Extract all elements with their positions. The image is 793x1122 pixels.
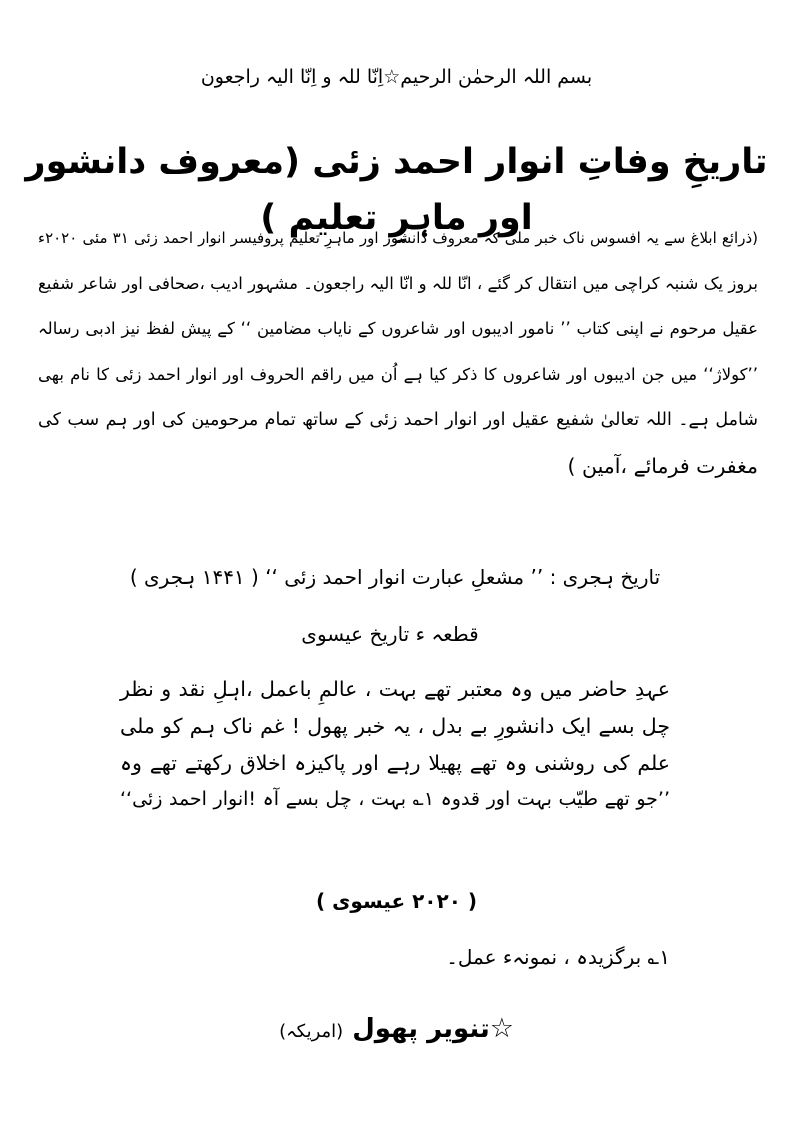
bismillah-header: بسم اللہ الرحمٰن الرحیم☆اِنّا للہ و اِنّا الیہ راجعون — [200, 66, 593, 88]
poem — [120, 672, 670, 819]
paragraph-line: (ذرائع ابلاغ سے یہ افسوس ناک خبر ملی کہ معروف دانشور اور ماہرِ تعلیم پروفیسر انوار احمد زئی ۳۱ مئی ۲۰۲۰ء — [38, 229, 758, 247]
paragraph-line: بروز یک شنبہ کراچی میں انتقال کر گئے ، انّا للہ و انّا الیہ راجعون۔ مشہور ادیب ،صحافی اور شاعر شفیع — [38, 273, 758, 293]
author-name: تنویر پھول — [352, 1014, 490, 1044]
poem-verse: عہدِ حاضر میں وہ معتبر تھے بہت ، عالمِ باعمل ،اہلِ نقد و نظر — [120, 677, 670, 701]
page-title: تاریخِ وفاتِ انوار احمد زئی (معروف دانشور اور ماہرِ تعلیم ) — [25, 142, 768, 238]
poem-verse: علم کی روشنی وہ تھے پھیلا رہے اور پاکیزہ اخلاق رکھتے تھے وہ — [120, 750, 670, 775]
hijri-date-line: تاریخ ہجری : ’’ مشعلِ عبارت انوار احمد زئی ‘‘ ( ۱۴۴۱ ہجری ) — [129, 565, 661, 589]
paragraph-line: شامل ہے۔ اللہ تعالیٰ شفیع عقیل اور انوار احمد زئی کے ساتھ تمام مرحومین کی اور ہم سب کی — [38, 410, 758, 431]
author-signature — [0, 1007, 793, 1054]
paragraph-line: مغفرت فرمائے ،آمین ) — [567, 453, 758, 478]
poem-verse: ’’جو تھے طیّب بہت اور قدوہ ۱؎ بہت ، چل بسے آہ !انوار احمد زئی‘‘ — [120, 788, 671, 811]
paragraph-line: عقیل مرحوم نے اپنی کتاب ’’ نامور ادیبوں اور شاعروں کے نایاب مضامین ‘‘ کے پیش لفظ نیز ادبی رسالہ — [38, 319, 758, 339]
paragraph-line: ’’کولاژ‘‘ میں جن ادیبوں اور شاعروں کا ذکر کیا ہے اُن میں راقم الحروف اور انوار احمد زئی کا نام بھی — [38, 364, 758, 384]
author-country: (امریکہ) — [279, 1021, 344, 1042]
star-icon: ☆ — [489, 1013, 514, 1044]
gregorian-year: ( ۲۰۲۰ عیسوی ) — [315, 889, 478, 913]
news-paragraph — [38, 218, 758, 492]
footnote: ۱؎ برگزیدہ ، نمونہء عمل۔ — [446, 945, 670, 969]
poem-verse: چل بسے ایک دانشورِ بے بدل ، یہ خبر پھول ! غم ناک ہم کو ملی — [120, 713, 670, 738]
qita-heading: قطعہ ء تاریخ عیسوی — [301, 622, 479, 646]
